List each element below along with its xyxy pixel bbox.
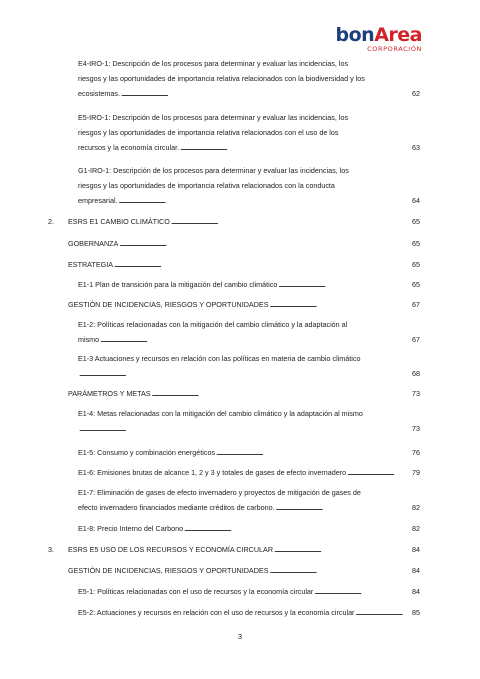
dot-leader — [276, 500, 411, 515]
logo-subtitle: CORPORACIÓN — [367, 45, 422, 53]
toc-entry[interactable] — [78, 521, 420, 536]
toc-entry[interactable] — [78, 584, 420, 599]
toc-entry-line: E1-2: Políticas relacionadas con la mitigación del cambio climático y la adaptación al — [78, 320, 348, 329]
toc-entry[interactable] — [68, 297, 420, 312]
toc-entry[interactable] — [68, 236, 420, 251]
toc-entry-title: E1-1 Plan de transición para la mitigación del cambio climático — [78, 280, 278, 289]
toc-entry-line: E5-IRO-1: Descripción de los procesos para determinar y evaluar las incidencias, los — [78, 113, 349, 122]
toc-page-number: 82 — [412, 524, 420, 533]
toc-page-number: 76 — [412, 448, 420, 457]
dot-leader — [79, 421, 411, 436]
toc-entry-line: riesgos y las oportunidades de importancia relativa relacionados con la conducta — [78, 181, 335, 190]
toc-entry-line: E4-IRO-1: Descripción de los procesos para determinar y evaluar las incidencias, los — [78, 59, 349, 68]
toc-entry[interactable] — [68, 257, 420, 272]
toc-entry[interactable] — [78, 317, 420, 347]
toc-page-number: 84 — [412, 566, 420, 575]
toc-entry-title: ESRS E5 USO DE LOS RECURSOS Y ECONOMÍA CIRCULAR — [68, 545, 274, 554]
dot-leader — [270, 563, 412, 578]
toc-entry-title: empresarial. — [78, 196, 118, 205]
toc-page-number: 65 — [412, 280, 420, 289]
toc-entry[interactable] — [78, 465, 420, 480]
toc-page-number: 65 — [412, 239, 420, 248]
dot-leader — [121, 86, 411, 101]
toc-entry[interactable] — [68, 214, 420, 229]
toc-entry[interactable] — [68, 386, 420, 401]
toc-entry-title: E1-5: Consumo y combinación energéticos — [78, 448, 216, 457]
toc-page-number: 67 — [412, 300, 420, 309]
toc-page-number: 84 — [412, 545, 420, 554]
dot-leader — [114, 257, 411, 272]
toc-entry-title: recursos y la economía circular. — [78, 143, 180, 152]
dot-leader — [79, 366, 411, 381]
toc-entry[interactable] — [78, 605, 420, 620]
toc-entry-title: PARÁMETROS Y METAS — [68, 389, 151, 398]
toc-page-number: 73 — [412, 424, 420, 433]
toc-page-number: 84 — [412, 587, 420, 596]
toc-entry-title: E1-6: Emisiones brutas de alcance 1, 2 y 3 y totales de gases de efecto invernadero — [78, 468, 347, 477]
dot-leader — [119, 193, 411, 208]
toc-page-number: 64 — [412, 196, 420, 205]
toc-entry-line: E1-3 Actuaciones y recursos en relación con las políticas en materia de cambio climático — [78, 354, 361, 363]
toc-entry-title: efecto invernadero financiados mediante créditos de carbono. — [78, 503, 275, 512]
toc-entry-line: E1-4: Metas relacionadas con la mitigación del cambio climático y la adaptación al mismo — [78, 409, 363, 418]
toc-entry[interactable] — [68, 563, 420, 578]
toc-page-number: 62 — [412, 89, 420, 98]
dot-leader — [184, 521, 411, 536]
dot-leader — [100, 332, 411, 347]
toc-entry-title: ecosistemas. — [78, 89, 120, 98]
toc-entry-title: ESRS E1 CAMBIO CLIMÁTICO — [68, 217, 170, 226]
dot-leader — [347, 465, 411, 480]
page-number: 3 — [237, 632, 243, 641]
toc-entry-title: mismo — [78, 335, 100, 344]
section-number: 2. — [48, 217, 54, 226]
toc-entry-title: ESTRATEGIA — [68, 260, 113, 269]
dot-leader — [314, 584, 411, 599]
company-logo — [336, 26, 422, 53]
toc-page-number: 67 — [412, 335, 420, 344]
toc-page-number: 63 — [412, 143, 420, 152]
toc-entry-line: E1-7: Eliminación de gases de efecto invernadero y proyectos de mitigación de gases de — [78, 488, 361, 497]
toc-entry[interactable] — [78, 277, 420, 292]
toc-entry[interactable] — [68, 542, 420, 557]
toc-entry-title: E5-1: Políticas relacionadas con el uso de recursos y la economía circular — [78, 587, 314, 596]
toc-entry[interactable] — [78, 56, 420, 101]
toc-entry[interactable] — [78, 351, 420, 381]
dot-leader — [274, 542, 411, 557]
dot-leader — [171, 214, 411, 229]
dot-leader — [119, 236, 411, 251]
toc-entry-title: GESTIÓN DE INCIDENCIAS, RIESGOS Y OPORTUNIDADES — [68, 566, 269, 575]
toc-page-number: 82 — [412, 503, 420, 512]
toc-page-number: 85 — [412, 608, 420, 617]
dot-leader — [180, 140, 411, 155]
toc-entry-title: E5-2: Actuaciones y recursos en relación con el uso de recursos y la economía circular — [78, 608, 355, 617]
dot-leader — [278, 277, 411, 292]
toc-entry-title: E1-8: Precio Interno del Carbono — [78, 524, 184, 533]
toc-entry-line: riesgos y las oportunidades de importancia relativa relacionados con la biodiversidad y los — [78, 74, 365, 83]
toc-entry[interactable] — [78, 406, 420, 436]
dot-leader — [216, 445, 411, 460]
section-number: 3. — [48, 545, 54, 554]
toc-entry[interactable] — [78, 110, 420, 155]
dot-leader — [270, 297, 412, 312]
toc-entry-title: GOBERNANZA — [68, 239, 119, 248]
toc-entry-line: riesgos y las oportunidades de importancia relativa relacionados con el uso de los — [78, 128, 339, 137]
toc-page-number: 73 — [412, 389, 420, 398]
dot-leader — [152, 386, 411, 401]
dot-leader — [355, 605, 411, 620]
logo-wordmark: bonArea — [335, 24, 422, 46]
toc-page-number: 65 — [412, 260, 420, 269]
toc-entry[interactable] — [78, 485, 420, 515]
toc-entry-line: G1-IRO-1: Descripción de los procesos para determinar y evaluar las incidencias, los — [78, 166, 349, 175]
toc-entry-title: GESTIÓN DE INCIDENCIAS, RIESGOS Y OPORTUNIDADES — [68, 300, 269, 309]
toc-entry[interactable] — [78, 445, 420, 460]
toc-page-number: 68 — [412, 369, 420, 378]
toc-page-number: 79 — [412, 468, 420, 477]
toc-page-number: 65 — [412, 217, 420, 226]
toc-entry[interactable] — [78, 163, 420, 208]
